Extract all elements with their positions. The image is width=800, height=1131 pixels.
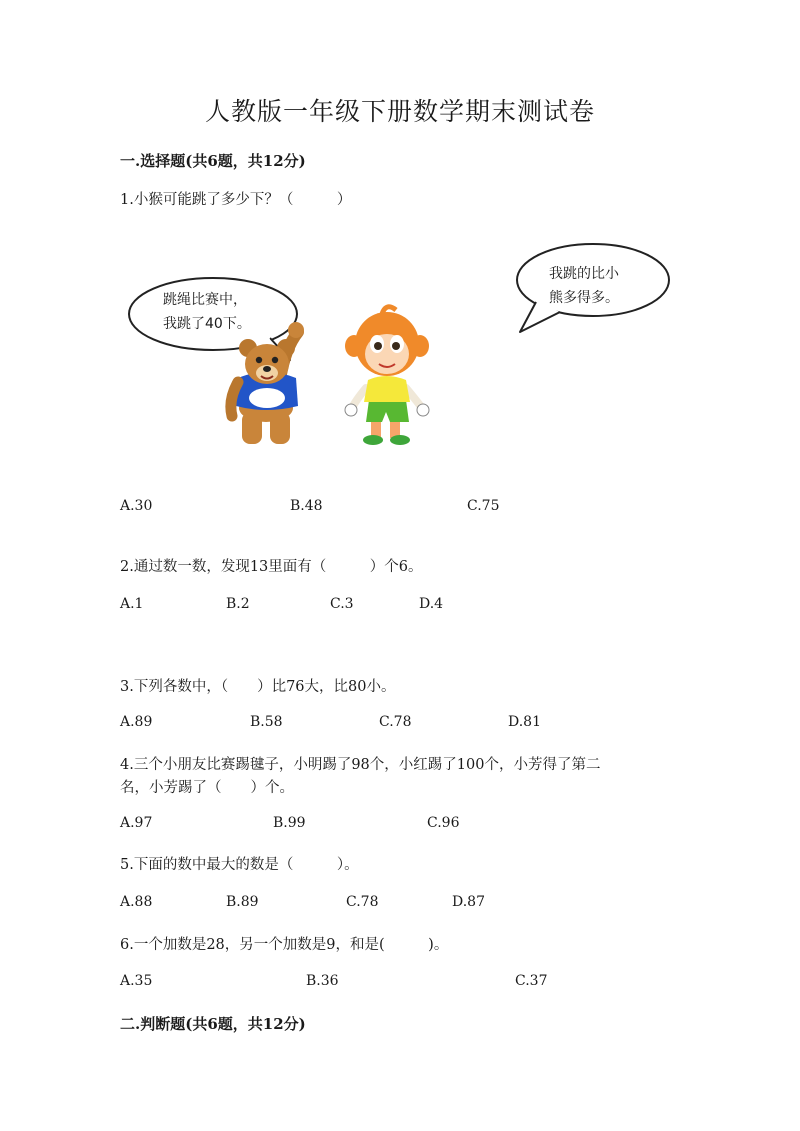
q4-option-b[interactable]: B.99 [273, 815, 306, 831]
q6-option-c[interactable]: C.37 [515, 973, 548, 989]
bear-bubble-line-1: 跳绳比赛中， [163, 292, 247, 308]
question-3-text: 3.下列各数中，（ ）比76大，比80小。 [120, 679, 396, 695]
question-4-text-line-1: 4.三个小朋友比赛踢毽子，小明踢了98个，小红踢了100个，小芳得了第二 [120, 757, 601, 773]
q2-option-d[interactable]: D.4 [419, 596, 444, 612]
q5-option-a[interactable]: A.88 [120, 894, 153, 910]
q3-option-d[interactable]: D.81 [508, 714, 541, 730]
q6-option-b[interactable]: B.36 [306, 973, 339, 989]
q2-option-c[interactable]: C.3 [330, 596, 354, 612]
bear-bubble-line-2: 我跳了40下。 [163, 316, 251, 332]
monkey-bubble-text [549, 262, 619, 310]
q4-option-a[interactable]: A.97 [120, 815, 153, 831]
section-heading-judgement: 二.判断题(共6题，共12分) [120, 1015, 306, 1033]
q1-option-a[interactable]: A.30 [120, 498, 153, 514]
question-4-text-line-2: 名，小芳踢了（ ）个。 [120, 780, 294, 796]
q1-option-b[interactable]: B.48 [290, 498, 323, 514]
q5-option-c[interactable]: C.78 [346, 894, 379, 910]
q2-option-a[interactable]: A.1 [120, 596, 144, 612]
q1-option-c[interactable]: C.75 [467, 498, 500, 514]
q4-option-c[interactable]: C.96 [427, 815, 460, 831]
q6-option-a[interactable]: A.35 [120, 973, 153, 989]
q3-option-b[interactable]: B.58 [250, 714, 283, 730]
question-5-text: 5.下面的数中最大的数是（ ）。 [120, 857, 359, 873]
question-1-text: 1.小猴可能跳了多少下？（ ） [120, 192, 352, 208]
page-title: 人教版一年级下册数学期末测试卷 [204, 97, 595, 126]
monkey-bubble-line-2: 熊多得多。 [549, 290, 619, 306]
monkey-illustration [345, 307, 429, 445]
bear-bubble-text [163, 288, 251, 336]
question-2-text: 2.通过数一数，发现13里面有（ ）个6。 [120, 559, 423, 575]
monkey-bubble-line-1: 我跳的比小 [549, 266, 619, 282]
q2-option-b[interactable]: B.2 [226, 596, 250, 612]
question-6-text: 6.一个加数是28，另一个加数是9，和是( )。 [120, 937, 449, 953]
q3-option-c[interactable]: C.78 [379, 714, 412, 730]
section-heading-choice: 一.选择题(共6题，共12分) [120, 152, 306, 170]
q5-option-d[interactable]: D.87 [452, 894, 485, 910]
q3-option-a[interactable]: A.89 [120, 714, 153, 730]
q5-option-b[interactable]: B.89 [226, 894, 259, 910]
